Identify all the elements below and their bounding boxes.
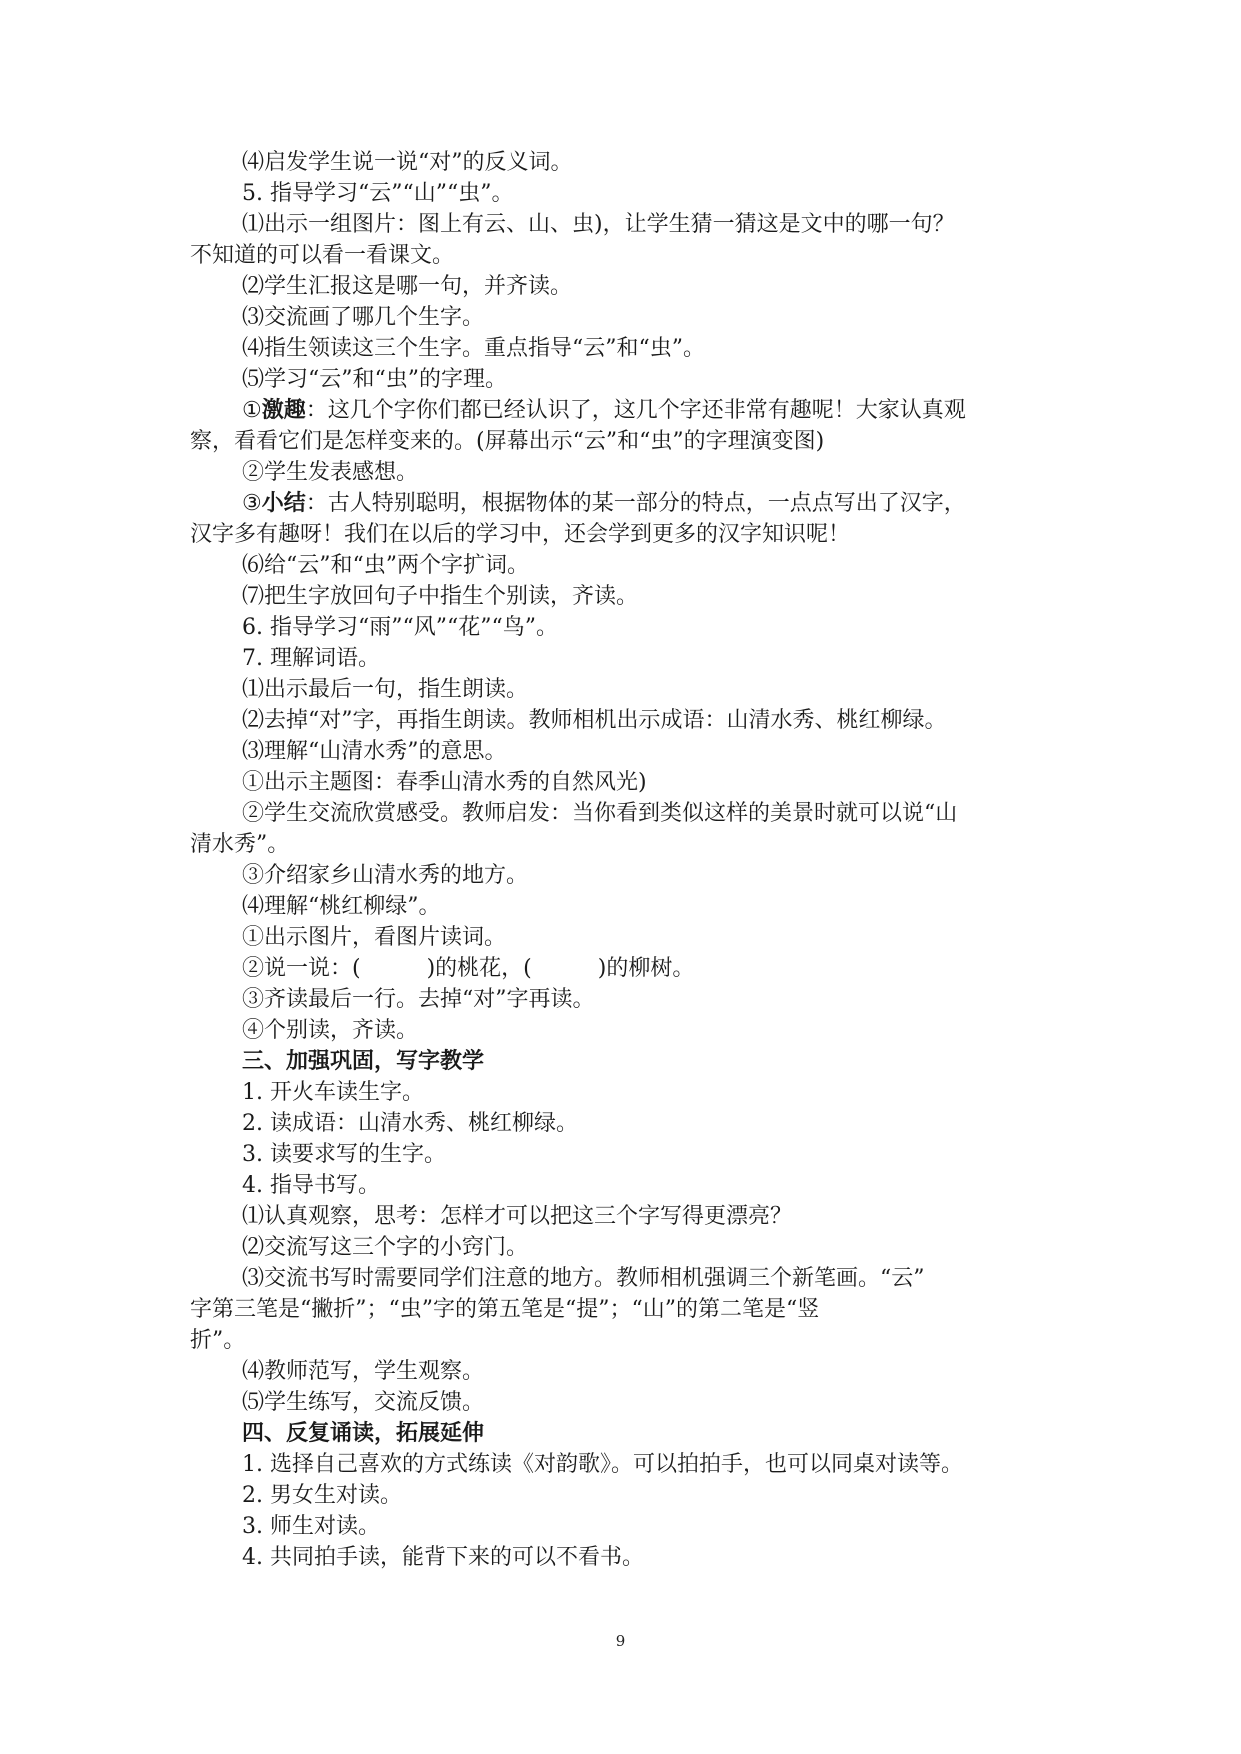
text-line: ⑷教师范写，学生观察。: [242, 1359, 485, 1384]
text-line: 2. 男女生对读。: [242, 1483, 402, 1508]
text-line: 1. 开火车读生字。: [242, 1080, 424, 1105]
text-line: ⑸学习“云”和“虫”的字理。: [242, 367, 507, 392]
text-line: ⑷启发学生说一说“对”的反义词。: [242, 150, 573, 175]
text-line: ⑷理解“桃红柳绿”。: [242, 894, 441, 919]
text-line: ⑴出示一组图片：图上有云、山、虫)，让学生猜一猜这是文中的哪一句？: [242, 212, 955, 237]
text-line: 5. 指导学习“云”“山”“虫”。: [242, 181, 514, 206]
document-body: [0, 147, 1241, 1573]
text-line: ⑶交流书写时需要同学们注意的地方。教师相机强调三个新笔画。“云”: [242, 1266, 925, 1291]
text-line: 2. 读成语：山清水秀、桃红柳绿。: [242, 1111, 578, 1136]
text-line: ⑸学生练写，交流反馈。: [242, 1390, 485, 1415]
text-line: ⑴出示最后一句，指生朗读。: [242, 677, 529, 702]
text-line: ③介绍家乡山清水秀的地方。: [242, 863, 529, 888]
text-line: 7. 理解词语。: [242, 646, 380, 671]
text-line: 字第三笔是“撇折”；“虫”字的第五笔是“提”；“山”的第二笔是“竖: [190, 1297, 820, 1322]
text-line: ①出示主题图：春季山清水秀的自然风光): [242, 770, 647, 795]
text-line: ⑷指生领读这三个生字。重点指导“云”和“虫”。: [242, 336, 705, 361]
line-text: ：古人特别聪明，根据物体的某一部分的特点，一点点写出了汉字，: [305, 491, 966, 516]
text-line: ②学生发表感想。: [242, 460, 419, 485]
text-line: ⑺把生字放回句子中指生个别读，齐读。: [242, 584, 639, 609]
bold-keyword: 激趣: [261, 397, 306, 423]
text-line: 不知道的可以看一看课文。: [190, 243, 455, 268]
text-line: ②说一说：( )的桃花，( )的柳树。: [242, 956, 695, 981]
text-line: 3. 读要求写的生字。: [242, 1142, 446, 1167]
text-line: [0, 488, 1241, 519]
text-line: ⑵交流写这三个字的小窍门。: [242, 1235, 529, 1260]
section-heading: 三、加强巩固，写字教学: [242, 1048, 485, 1074]
text-line: ②学生交流欣赏感受。教师启发：当你看到类似这样的美景时就可以说“山: [242, 801, 958, 826]
section-heading: 四、反复诵读，拓展延伸: [242, 1420, 485, 1446]
bold-keyword: 小结: [261, 490, 306, 516]
text-line: 3. 师生对读。: [242, 1514, 380, 1539]
text-line: ⑶理解“山清水秀”的意思。: [242, 739, 507, 764]
list-marker: ③: [242, 491, 262, 516]
list-marker: ①: [242, 398, 262, 423]
text-line: ⑶交流画了哪几个生字。: [242, 305, 485, 330]
text-line: 汉字多有趣呀！我们在以后的学习中，还会学到更多的汉字知识呢！: [190, 522, 851, 547]
text-line: ⑹给“云”和“虫”两个字扩词。: [242, 553, 529, 578]
text-line: ①出示图片，看图片读词。: [242, 925, 507, 950]
text-line: 折”。: [190, 1328, 246, 1353]
text-line: ⑵去掉“对”字，再指生朗读。教师相机出示成语：山清水秀、桃红柳绿。: [242, 708, 947, 733]
text-line: 6. 指导学习“雨”“风”“花”“鸟”。: [242, 615, 558, 640]
text-line: 清水秀”。: [190, 832, 290, 857]
text-line: 察，看看它们是怎样变来的。(屏幕出示“云”和“虫”的字理演变图): [190, 429, 825, 454]
text-line: ⑵学生汇报这是哪一句，并齐读。: [242, 274, 573, 299]
text-line: ⑴认真观察，思考：怎样才可以把这三个字写得更漂亮？: [242, 1204, 793, 1229]
text-line: 4. 共同拍手读，能背下来的可以不看书。: [242, 1545, 644, 1570]
text-line: ③齐读最后一行。去掉“对”字再读。: [242, 987, 595, 1012]
text-line: ④个别读，齐读。: [242, 1018, 419, 1043]
line-text: ：这几个字你们都已经认识了，这几个字还非常有趣呢！大家认真观: [305, 398, 966, 423]
page-number: 9: [615, 1632, 626, 1650]
text-line: 1. 选择自己喜欢的方式练读《对韵歌》。可以拍拍手，也可以同桌对读等。: [242, 1452, 963, 1477]
text-line: [0, 395, 1241, 426]
text-line: 4. 指导书写。: [242, 1173, 380, 1198]
